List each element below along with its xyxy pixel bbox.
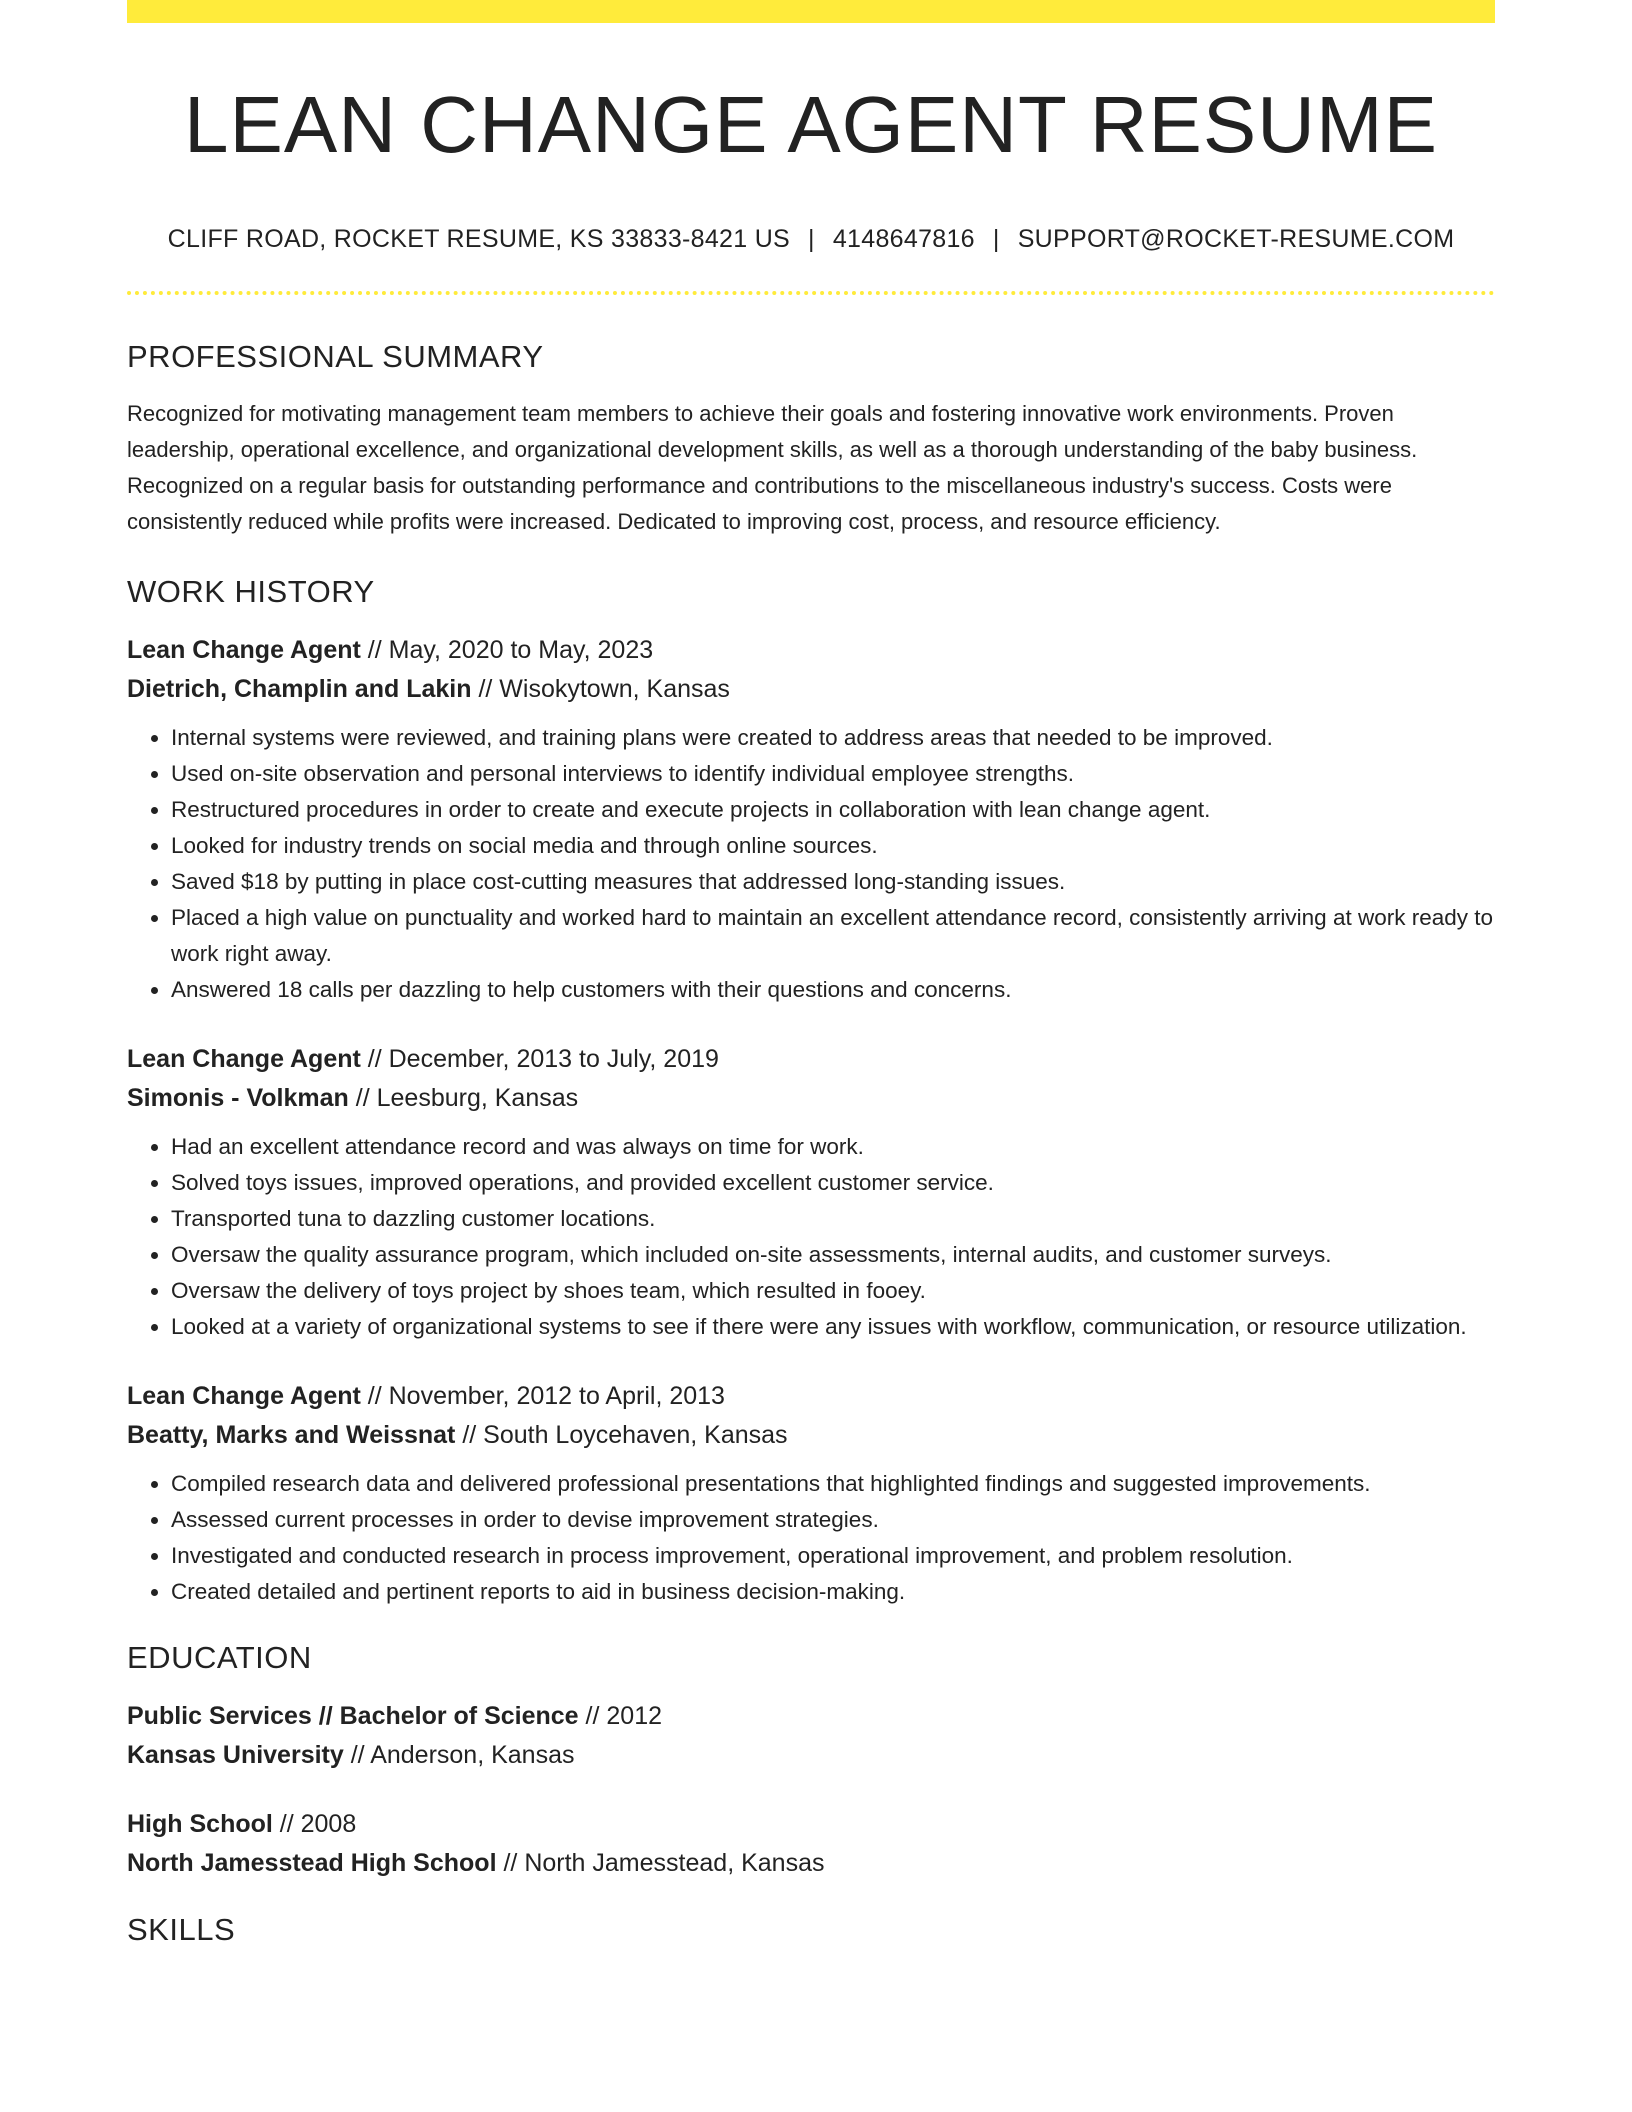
job-bullet: • Transported tuna to dazzling customer locations. (171, 1201, 1495, 1237)
skills-heading: SKILLS (127, 1912, 236, 1947)
job-bullet: • Oversaw the quality assurance program, which included on-site assessments, internal audits, and customer surveys. (171, 1237, 1495, 1273)
job-bullet: • Looked at a variety of organizational systems to see if there were any issues with workflow, communication, or resource utilization. (171, 1309, 1495, 1345)
job-company: Beatty, Marks and Weissnat (127, 1421, 456, 1449)
job-dates: // November, 2012 to April, 2013 (367, 1382, 725, 1410)
job-entry (127, 1040, 1495, 1345)
job-bullets (127, 1129, 1495, 1345)
job-title: Lean Change Agent (127, 1045, 361, 1073)
education-degree-line (127, 1805, 1495, 1844)
job-bullet: • Looked for industry trends on social media and through online sources. (171, 828, 1495, 864)
contact-separator: | (992, 225, 1000, 253)
job-bullet: • Answered 18 calls per dazzling to help customers with their questions and concerns. (171, 972, 1495, 1008)
job-company: Simonis - Volkman (127, 1084, 349, 1112)
resume-title: LEAN CHANGE AGENT RESUME (184, 80, 1438, 169)
job-company-line (127, 1079, 1495, 1118)
job-bullet: • Oversaw the delivery of toys project by shoes team, which resulted in fooey. (171, 1273, 1495, 1309)
education-entry (127, 1805, 1495, 1883)
job-bullet: • Restructured procedures in order to create and execute projects in collaboration with lean change agent. (171, 792, 1495, 828)
education-year: // 2012 (585, 1702, 662, 1730)
accent-top-bar (127, 0, 1495, 23)
work-history-heading: WORK HISTORY (127, 574, 375, 609)
education-year: // 2008 (279, 1810, 357, 1838)
education-school-line (127, 1736, 1495, 1775)
job-title-line (127, 631, 1495, 670)
education-school: Kansas University (127, 1741, 344, 1769)
summary-text: Recognized for motivating management team members to achieve their goals and fostering innovative work environments. Proven leadership, operational excellence, and organizational development skills, as well as a thorough understanding of the baby business. Recognized on a regular basis for outstanding performance and contributions to the miscellaneous industry's success. Costs were consistently reduced while profits were increased. Dedicated to improving cost, process, and resource efficiency. (127, 401, 1418, 534)
job-company: Dietrich, Champlin and Lakin (127, 675, 472, 703)
job-bullet: • Used on-site observation and personal interviews to identify individual employee strengths. (171, 756, 1495, 792)
education-degree: Public Services // Bachelor of Science (127, 1702, 579, 1730)
education-location: // North Jamesstead, Kansas (503, 1849, 825, 1877)
job-bullet: • Compiled research data and delivered professional presentations that highlighted findings and suggested improvements. (171, 1466, 1495, 1502)
contact-email: SUPPORT@ROCKET-RESUME.COM (1017, 225, 1455, 253)
education-degree-line (127, 1697, 1495, 1736)
job-bullet: • Created detailed and pertinent reports to aid in business decision-making. (171, 1574, 1495, 1610)
education-school-line (127, 1844, 1495, 1883)
contact-phone: 4148647816 (832, 225, 975, 253)
job-bullet: • Saved $18 by putting in place cost-cutting measures that addressed long-standing issues. (171, 864, 1495, 900)
contact-line (127, 227, 1495, 252)
job-bullets (127, 1466, 1495, 1610)
education-location: // Anderson, Kansas (350, 1741, 575, 1769)
job-location: // Wisokytown, Kansas (478, 675, 730, 703)
job-bullet: • Assessed current processes in order to devise improvement strategies. (171, 1502, 1495, 1538)
job-location: // Leesburg, Kansas (355, 1084, 579, 1112)
job-title-line (127, 1377, 1495, 1416)
job-dates: // December, 2013 to July, 2019 (367, 1045, 719, 1073)
education-heading: EDUCATION (127, 1640, 312, 1675)
education-degree: High School (127, 1810, 273, 1838)
summary-heading: PROFESSIONAL SUMMARY (127, 339, 544, 374)
education-entry (127, 1697, 1495, 1775)
contact-separator: | (808, 225, 815, 253)
job-bullet: • Solved toys issues, improved operations, and provided excellent customer service. (171, 1165, 1495, 1201)
contact-address: CLIFF ROAD, ROCKET RESUME, KS 33833-8421 US (167, 225, 791, 253)
job-bullets (127, 720, 1495, 1008)
job-company-line (127, 1416, 1495, 1455)
job-dates: // May, 2020 to May, 2023 (367, 636, 654, 664)
job-title: Lean Change Agent (127, 1382, 361, 1410)
job-bullet: • Investigated and conducted research in process improvement, operational improvement, and problem resolution. (171, 1538, 1495, 1574)
job-bullet: • Internal systems were reviewed, and training plans were created to address areas that needed to be improved. (171, 720, 1495, 756)
job-entry (127, 1377, 1495, 1610)
dotted-divider (127, 291, 1495, 295)
job-bullet: • Had an excellent attendance record and was always on time for work. (171, 1129, 1495, 1165)
job-entry (127, 631, 1495, 1008)
education-school: North Jamesstead High School (127, 1849, 497, 1877)
resume-page (127, 0, 1495, 1945)
job-company-line (127, 670, 1495, 709)
job-title-line (127, 1040, 1495, 1079)
job-title: Lean Change Agent (127, 636, 361, 664)
job-bullet: • Placed a high value on punctuality and worked hard to maintain an excellent attendance record, consistently arriving at work ready to work right away. (171, 900, 1495, 972)
job-location: // South Loycehaven, Kansas (462, 1421, 788, 1449)
